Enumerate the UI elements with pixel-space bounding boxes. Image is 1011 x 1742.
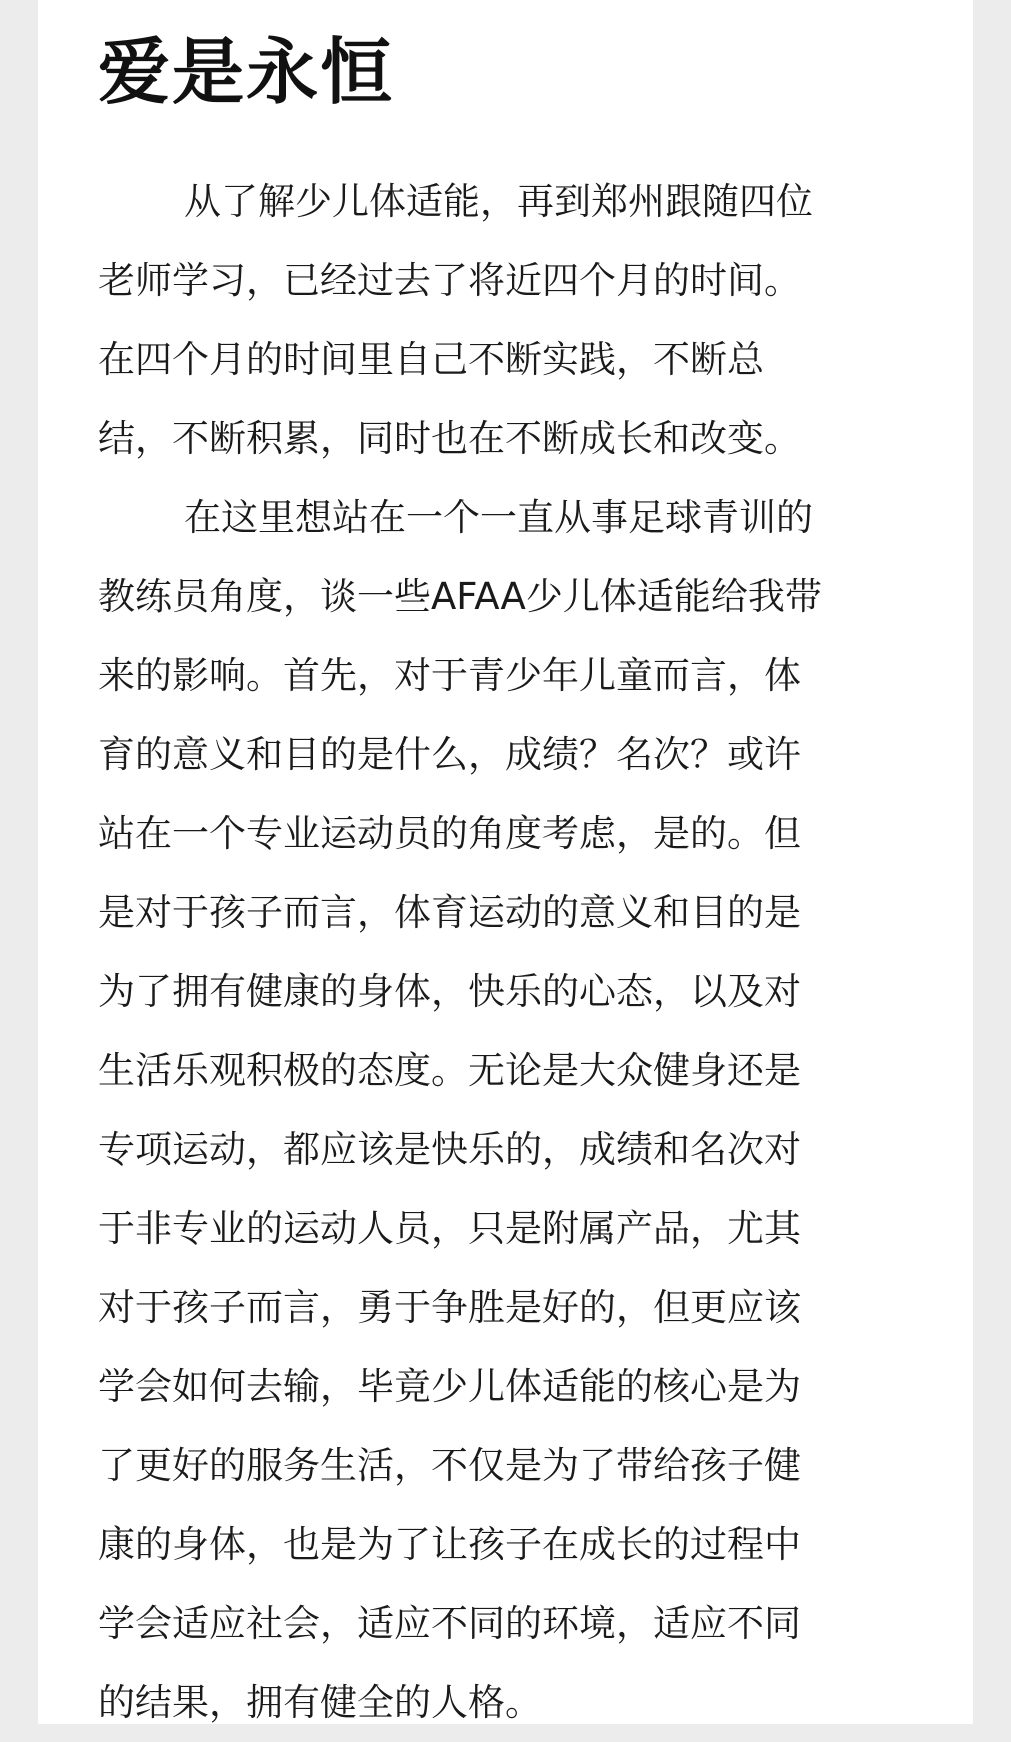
text-line: 站在一个专业运动员的角度考虑，是的。但	[98, 812, 801, 855]
text-line: 来的影响。首先，对于青少年儿童而言，体	[98, 654, 801, 697]
text-line: 的结果，拥有健全的人格。	[98, 1681, 542, 1724]
text-line: 在四个月的时间里自己不断实践，不断总	[98, 338, 764, 381]
text-line: 于非专业的运动人员，只是附属产品，尤其	[98, 1207, 801, 1250]
text-line: 学会适应社会，适应不同的环境，适应不同	[98, 1602, 801, 1645]
text-line: 在这里想站在一个一直从事足球青训的	[184, 496, 813, 539]
text-line: 生活乐观积极的态度。无论是大众健身还是	[98, 1049, 801, 1092]
paragraph-2	[98, 478, 928, 1742]
text-line: 老师学习，已经过去了将近四个月的时间。	[98, 259, 801, 302]
article-page	[38, 0, 973, 1724]
article-title: 爱是永恒	[98, 30, 395, 114]
text-line: 康的身体，也是为了让孩子在成长的过程中	[98, 1523, 801, 1566]
paragraph-1	[98, 162, 928, 478]
text-line: 是对于孩子而言，体育运动的意义和目的是	[98, 891, 801, 934]
text-line: 了更好的服务生活，不仅是为了带给孩子健	[98, 1444, 801, 1487]
text-line: 为了拥有健康的身体，快乐的心态，以及对	[98, 970, 801, 1013]
text-line: 学会如何去输，毕竟少儿体适能的核心是为	[98, 1365, 801, 1408]
text-line: 专项运动，都应该是快乐的，成绩和名次对	[98, 1128, 801, 1171]
text-line: 育的意义和目的是什么，成绩？名次？或许	[98, 733, 801, 776]
article-body	[98, 162, 928, 1742]
text-line: 对于孩子而言，勇于争胜是好的，但更应该	[98, 1286, 801, 1329]
text-line: 结，不断积累，同时也在不断成长和改变。	[98, 417, 801, 460]
text-line: 从了解少儿体适能，再到郑州跟随四位	[184, 180, 813, 223]
text-line: 教练员角度，谈一些AFAA少儿体适能给我带	[98, 575, 822, 618]
